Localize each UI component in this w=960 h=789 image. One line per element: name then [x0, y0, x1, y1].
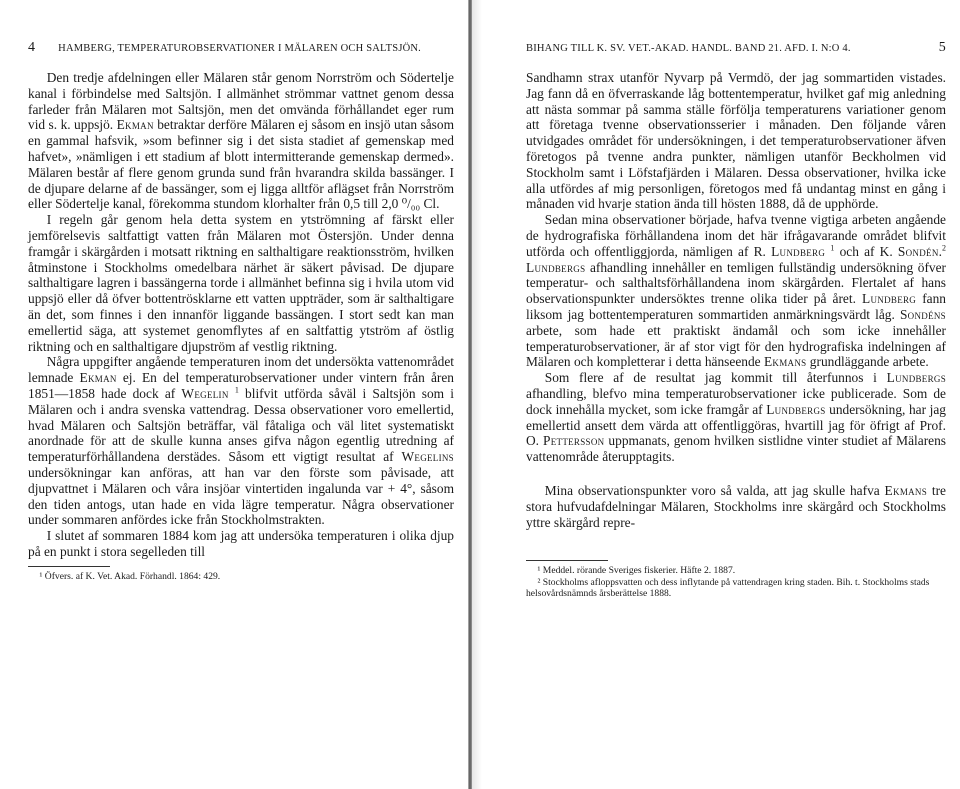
right-page [478, 0, 960, 789]
paragraph-text: Sedan mina observationer började, hafva tvenne vigtiga arbeten angående de hydrografiska förhållandena inom det här ifrågavarande området blifvit utförda och offentliggjorda, nämligen af R. [526, 212, 946, 259]
footnote: ¹ Öfvers. af K. Vet. Akad. Förhandl. 1864: 429. [39, 570, 221, 582]
paragraph-text: fann liksom jag bottentemperaturen sommartiden anmärkningsvärdt låg. [526, 291, 946, 322]
paragraph-text: Mina observationspunkter voro så valda, att jag skulle hafva [544, 482, 885, 498]
footnotes-right [526, 565, 946, 599]
running-head-right [526, 40, 946, 62]
paragraph-text: afhandling innehåller en temligen fullständig undersökning öfver temperatur- och salthaltsförhållandena inom skärgården. Flertalet af hans observationspunkter undersöktes trenne olika tider på året. [526, 259, 946, 307]
body-text-right [526, 70, 946, 530]
paragraph-text: I slutet af sommaren 1884 kom jag att undersöka temperaturen i olika djup på en punkt i stora segelleden till [28, 528, 454, 559]
footnote-marker: 2 [942, 243, 946, 253]
page-number-right: 5 [938, 40, 946, 55]
paragraph-text: undersökningar kan anföras, att han var den förste som påvisade, att djupvattnet i Mälaren och våra insjöar vintertiden ingalunda var + 4°, såsom den tiden antogs, utan hade en vida lägre temperatur. Några observationer under sommaren anfördes icke från Stockholmstrakten. [28, 464, 454, 528]
author-name: Lundbergs [886, 370, 946, 386]
footnotes-left [28, 571, 454, 582]
footnote-marker: 1 [234, 385, 239, 395]
paragraph-text: ej. En del temperaturobservationer under vintern från åren 1851—1858 hade dock af [28, 370, 454, 401]
paragraph-text: Som flere af de resultat jag kommit till återfunnos i [544, 370, 887, 386]
paragraph-text: I regeln går genom hela detta system en ytströmning af färskt eller jemförelsevis saltfattigt vatten från Mälaren mot Östersjön. Under denna framgår i skärgården i motsatt riktning en salthaltigare reaktionsström, hvilken åtminstone i Stockholms omedelbara närhet är säkert påvisad. De djupare salthaltigare lagren i bassängerna torde i allmänhet befinna sig i hvila utom vid uppsjö eller då öfver bottentrösklarne ett vatten uppträder, som är salthaltigare än det, som finnes i den innanför liggande bassängen. I stort sedt kan man emellertid säga, att systemet genomflytes af en saltfattig ytström af östlig riktning och en salthaltigare djupström af vestlig riktning. [28, 212, 454, 354]
paragraph-text: Den tredje afdelningen eller Mälaren står genom Norrström och Södertelje kanal i förbindelse med Saltsjön. I allmänhet strömmar vattnet genom dessa farleder från Mälaren mot Saltsjön, men det omvända förhållandet eger rum vid s. k. uppsjö. [28, 70, 454, 133]
paragraph-text: afhandling, blefvo mina temperaturobservationer icke publicerade. Som de dock innehålla mycket, som icke framgår af [526, 385, 946, 417]
author-name: Sondéns [899, 306, 946, 322]
paragraph [526, 483, 946, 530]
author-name: Ekmans [884, 482, 928, 498]
paragraph-text: och af K. [834, 243, 898, 259]
footnote-rule-left [28, 566, 110, 567]
paragraph-text: Sandhamn strax utanför Nyvarp på Vermdö, der jag sommartiden vistades. Jag fann då en öfverraskande låg bottentemperatur, hvilket gaf mig anledning att nästa sommar på samma ställe förfölja temperaturens variationer genom att företaga tvenne observationsserier i månaden. Den följande våren utvidgades området för undersökningen, i det temperaturobservationer äfven företogos på tvenne andra punkter, nämligen utanför Beckholmen vid Stockholm samt i Löfstafjärden i Mälaren. Dessa observationer, hvilka icke alla utfördes af mig personligen, företogos med få undantag minst en gång i månaden vid hvarje station ända till hösten 1888, då de upphörde. [526, 70, 946, 212]
paragraph-text: undersökning, har jag emellertid ansett dem värda att offentliggöras, hvartill jag för öfrigt af Prof. O. [526, 401, 946, 449]
paragraph-text: betraktar derföre Mälaren ej såsom en insjö utan såsom en gammal hafsvik, »som befinner sig i det sista stadiet af gemenskap med hafvet», »nämligen i ett stadium af blott intermitterande gemenskap dermed». Mälaren består af flere genom grunda sund från hvarandra skilda bassänger. I de djupare delarne af de bassänger, som ej ligga alltför aflägset från Norrström eller Södertelje kanal, förekomma stundom klorhalter från 0,5 till 2,0 ⁰/₀₀ Cl. [28, 117, 455, 212]
running-title-left: HAMBERG, TEMPERATUROBSERVATIONER I MÄLAREN OCH SALTSJÖN. [58, 43, 422, 54]
author-name: Lundbergs [766, 401, 826, 417]
author-name: Ekmans [763, 354, 807, 370]
left-page [0, 0, 468, 789]
page-number-left: 4 [28, 40, 36, 55]
author-name: Lundbergs [526, 259, 586, 275]
footnote: ¹ Meddel. rörande Sveriges fiskerier. Häfte 2. 1887. [537, 565, 736, 577]
paragraph-text: uppmanats, genom hvilken sistlidne vinter studiet af Mälarens vattenområde återupptagits. [526, 433, 946, 465]
author-name: Lundberg [862, 291, 917, 307]
author-name: Ekman [116, 117, 154, 133]
author-name: Wegelin [181, 385, 229, 401]
paragraph-text: . [938, 243, 942, 259]
paragraph [28, 212, 454, 354]
footnote: ² Stockholms afloppsvatten och dess inflytande på vattendragen kring staden. Bih. t. Stockholms stads helsovårdsnämnds årsberättelse 1888. [526, 576, 930, 599]
footnote-marker: 1 [830, 243, 835, 253]
author-name: Lundberg [771, 243, 826, 259]
paragraph [28, 528, 454, 560]
paragraph-text: Några uppgifter angående temperaturen inom det undersökta vattenområdet lemnade [28, 354, 454, 386]
author-name: Pettersson [543, 433, 605, 449]
running-head-left [28, 40, 454, 62]
paragraph-text: grundläggande arbete. [806, 354, 929, 370]
paragraph [28, 354, 454, 528]
author-name: Wegelins [401, 449, 454, 465]
running-title-right: BIHANG TILL K. SV. VET.-AKAD. HANDL. BAND 21. AFD. I. N:O 4. [526, 43, 851, 54]
paragraph-text: tre stora hufvudafdelningar Mälaren, Stockholms inre skärgård och Stockholms yttre skärgård repre- [526, 482, 946, 530]
author-name: Sondén [897, 243, 939, 259]
body-text-left [28, 70, 454, 560]
paragraph-text: arbete, som hade ett praktiskt ändamål och som icke innehåller temperaturobservationer, är af stor vigt för den hydrografiska indelningen af Mälaren och kompletterar i detta hänseende [526, 322, 946, 370]
paragraph [526, 70, 946, 212]
paragraph-text: blifvit utförda såväl i Saltsjön som i Mälaren och i andra svenska vattendrag. Dessa observationer voro emellertid, hvad Mälaren och Saltsjön beträffar, väl fåtaliga och väl litet systematiskt anordnade för att de skulle kunna anses gifva någon egentlig utredning af temperaturförhållandena derstädes. Såsom ett vigtigt resultat af [28, 385, 454, 465]
paragraph [526, 212, 946, 370]
paragraph [526, 370, 946, 465]
paragraph [28, 70, 454, 212]
author-name: Ekman [79, 370, 117, 386]
footnote-rule-right [526, 560, 608, 561]
